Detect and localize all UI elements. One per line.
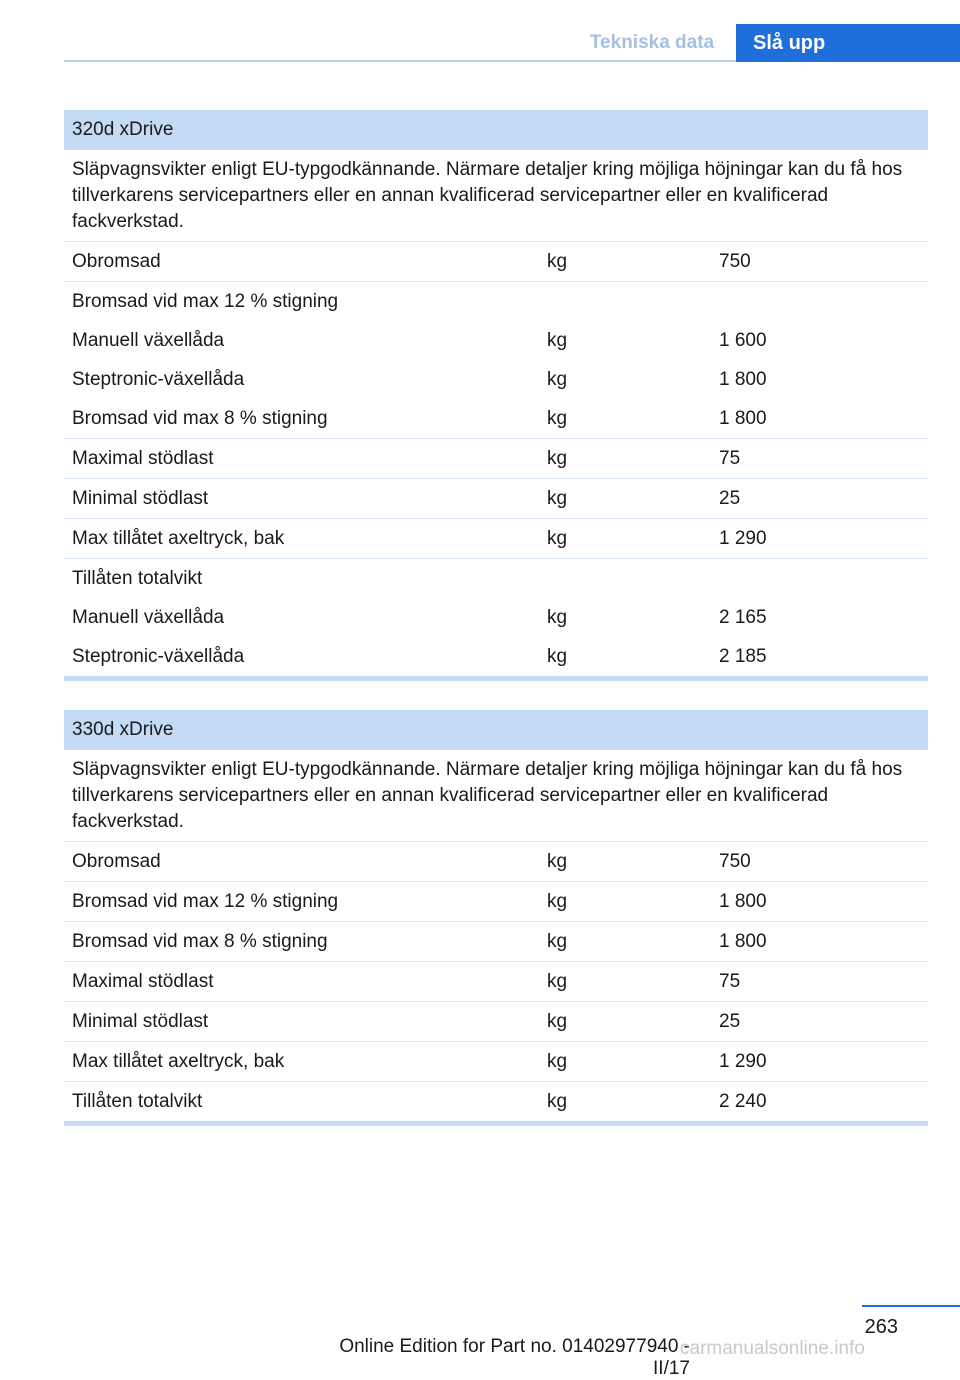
row-value: 1 290: [719, 528, 767, 549]
row-value: 1 800: [719, 891, 767, 912]
table-row: [64, 882, 928, 922]
table-row: [64, 439, 928, 479]
row-value: 25: [719, 1011, 741, 1032]
row-value: 1 290: [719, 1051, 767, 1072]
table-end-rule: [64, 1121, 928, 1126]
table-row: [64, 922, 928, 962]
table-row: [64, 962, 928, 1002]
row-label: Manuell växellåda: [72, 607, 225, 628]
row-value: 2 185: [719, 646, 767, 667]
row-value: 2 165: [719, 607, 767, 628]
row-label: Obromsad: [72, 851, 161, 872]
watermark: carmanualsonline.info: [680, 1338, 865, 1359]
edition-text: Online Edition for Part no. 01402977940 - II/17: [339, 1336, 690, 1379]
row-unit: kg: [547, 607, 568, 628]
section-tab[interactable]: Tekniska data: [589, 32, 715, 53]
row-label: Minimal stödlast: [72, 488, 209, 509]
row-unit: kg: [547, 448, 568, 469]
row-value: 1 800: [719, 369, 767, 390]
row-unit: kg: [547, 488, 568, 509]
row-unit: kg: [547, 251, 568, 272]
table-row: [64, 321, 928, 360]
row-label: Maximal stödlast: [72, 971, 214, 992]
table-row: [64, 360, 928, 399]
table-row: [64, 399, 928, 439]
table-title: 320d xDrive: [64, 110, 928, 150]
spec-table-320d: [64, 110, 928, 681]
row-value: 25: [719, 488, 741, 509]
row-value: 75: [719, 448, 741, 469]
table-end-rule: [64, 676, 928, 681]
row-label: Bromsad vid max 8 % stigning: [72, 408, 328, 429]
footer-rule: [862, 1305, 960, 1307]
row-label: Bromsad vid max 8 % stigning: [72, 931, 328, 952]
row-unit: kg: [547, 330, 568, 351]
table-row: [64, 842, 928, 882]
row-label: Bromsad vid max 12 % stigning: [72, 891, 339, 912]
row-value: 1 800: [719, 931, 767, 952]
row-value: 1 800: [719, 408, 767, 429]
table-row: [64, 282, 928, 321]
table-row: [64, 242, 928, 282]
page-number: 263: [864, 1316, 898, 1338]
table-row: [64, 559, 928, 598]
row-unit: kg: [547, 408, 568, 429]
table-row: [64, 598, 928, 637]
row-unit: kg: [547, 1051, 568, 1072]
row-value: 2 240: [719, 1091, 767, 1112]
row-unit: kg: [547, 891, 568, 912]
table-note: Släpvagnsvikter enligt EU-typgodkännande. Närmare detaljer kring möjliga höjningar kan du få hos tillverkarens servicepartners eller en annan kvalificerad servicepartner eller en kvalificerad fackverkstad.: [64, 150, 928, 242]
row-label: Steptronic-växellåda: [72, 369, 245, 390]
table-row: [64, 1082, 928, 1121]
row-label: Manuell växellåda: [72, 330, 225, 351]
table-row: [64, 479, 928, 519]
row-label: Steptronic-växellåda: [72, 646, 245, 667]
row-label: Obromsad: [72, 251, 161, 272]
row-label: Maximal stödlast: [72, 448, 214, 469]
row-unit: kg: [547, 646, 568, 667]
row-unit: kg: [547, 528, 568, 549]
active-tab[interactable]: Slå upp: [736, 24, 960, 62]
row-label: Max tillåtet axeltryck, bak: [72, 528, 285, 549]
row-unit: kg: [547, 971, 568, 992]
table-row: [64, 519, 928, 559]
row-label: Minimal stödlast: [72, 1011, 209, 1032]
row-value: 1 600: [719, 330, 767, 351]
row-label: Tillåten totalvikt: [72, 1091, 203, 1112]
row-value: 75: [719, 971, 741, 992]
row-unit: kg: [547, 851, 568, 872]
table-row: [64, 1002, 928, 1042]
table-row: [64, 637, 928, 676]
row-unit: kg: [547, 1091, 568, 1112]
row-unit: kg: [547, 369, 568, 390]
row-value: 750: [719, 251, 751, 272]
row-label: Bromsad vid max 12 % stigning: [72, 291, 339, 312]
table-row: [64, 1042, 928, 1082]
row-label: Tillåten totalvikt: [72, 568, 203, 589]
row-unit: kg: [547, 931, 568, 952]
table-note: Släpvagnsvikter enligt EU-typgodkännande. Närmare detaljer kring möjliga höjningar kan du få hos tillverkarens servicepartners eller en annan kvalificerad servicepartner eller en kvalificerad fackverkstad.: [64, 750, 928, 842]
row-label: Max tillåtet axeltryck, bak: [72, 1051, 285, 1072]
row-value: 750: [719, 851, 751, 872]
row-unit: kg: [547, 1011, 568, 1032]
spec-table-330d: [64, 710, 928, 1126]
table-title: 330d xDrive: [64, 710, 928, 750]
